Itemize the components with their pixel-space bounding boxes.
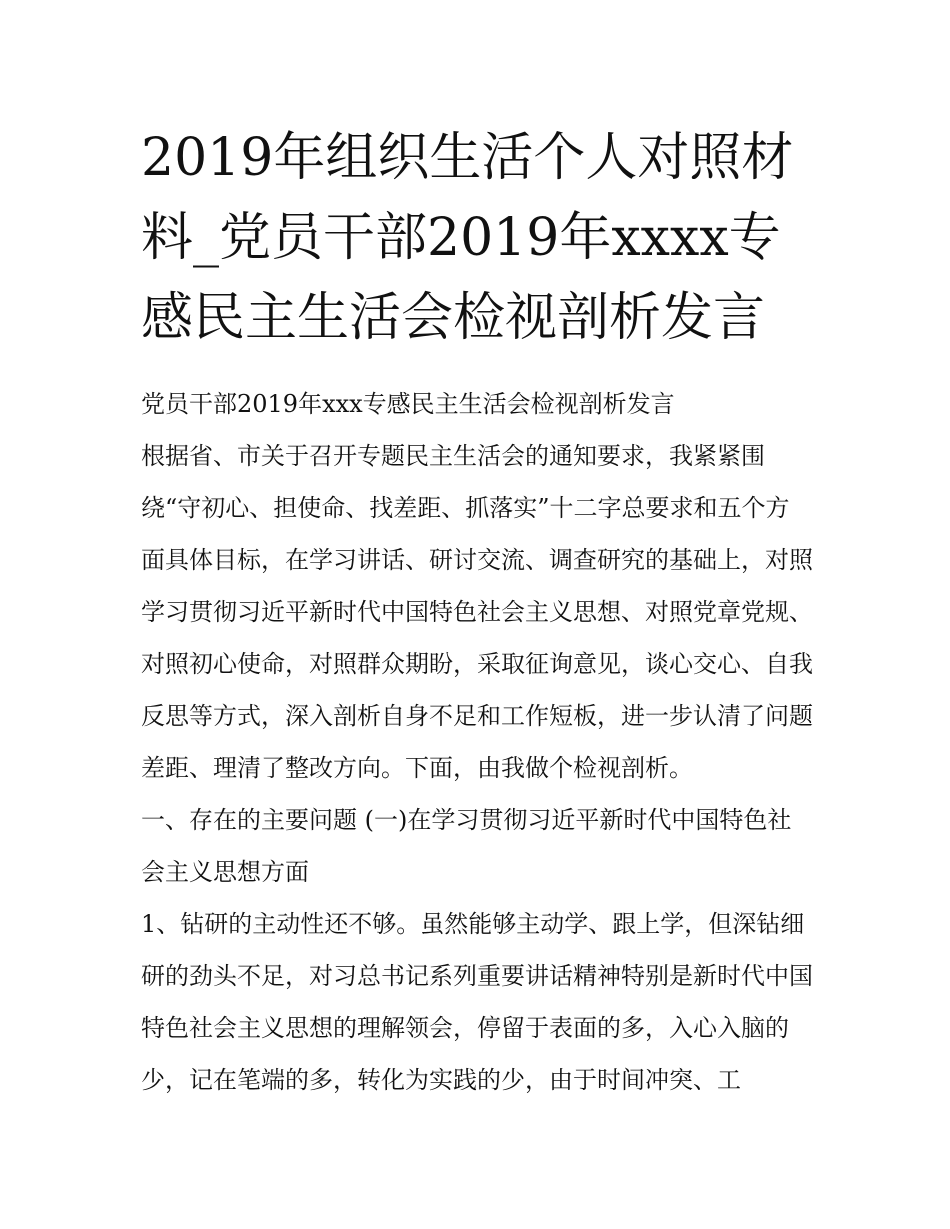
document-subtitle: 党员干部2019年xxx专感民主生活会检视剖析发言: [141, 390, 675, 418]
paragraph-intro: 根据省、市关于召开专题民主生活会的通知要求，我紧紧围绕“守初心、担使命、找差距、抓落实”十二字总要求和五个方面具体目标，在学习讲话、研讨交流、调查研究的基础上，对照学习贯彻习近平新时代中国特色社会主义思想、对照党章党规、对照初心使命，对照群众期盼，采取征询意见，谈心交心、自我反思等方式，深入剖析自身不足和工作短板，进一步认清了问题差距、理清了整改方向。下面，由我做个检视剖析。: [141, 442, 813, 782]
document-body: [141, 118, 813, 1106]
paragraph-issue-1: 1、钻研的主动性还不够。虽然能够主动学、跟上学，但深钻细研的劲头不足，对习总书记系列重要讲话精神特别是新时代中国特色社会主义思想的理解领会，停留于表面的多，入心入脑的少，记在笔端的多，转化为实践的少，由于时间冲突、工: [141, 910, 813, 1094]
section-heading: 一、存在的主要问题 (一)在学习贯彻习近平新时代中国特色社会主义思想方面: [141, 806, 792, 886]
document-title: 2019年组织生活个人对照材料_党员干部2019年xxxx专感民主生活会检视剖析发言: [141, 128, 794, 348]
